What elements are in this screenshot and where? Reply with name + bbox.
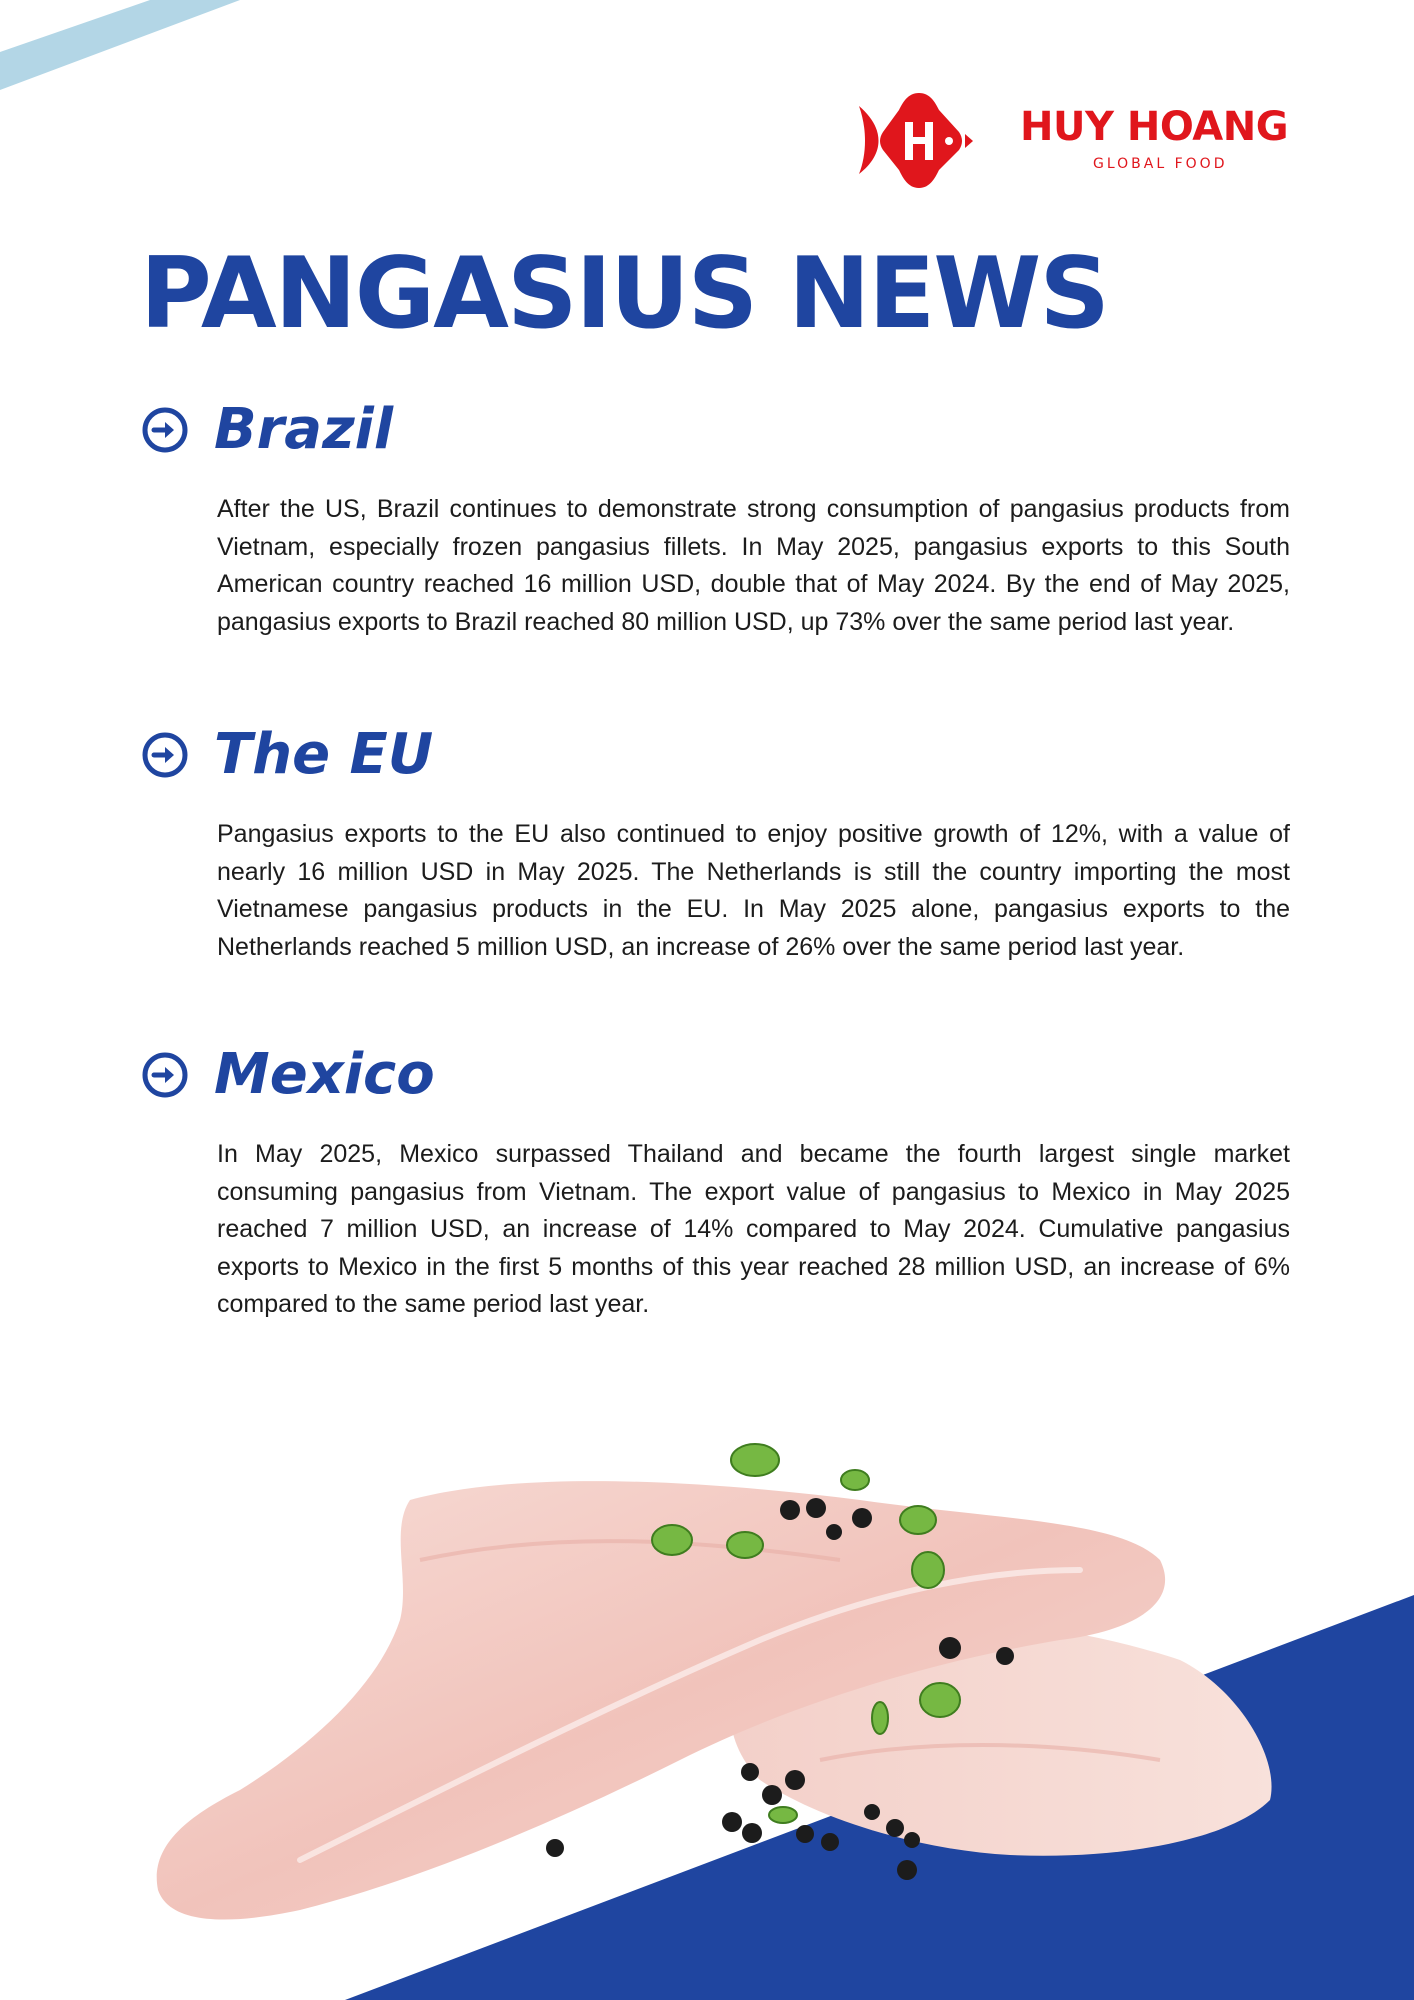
section-title: Mexico [214, 1042, 435, 1107]
circle-arrow-right-icon [140, 405, 190, 455]
fish-logo-icon [855, 88, 985, 193]
section-title: Brazil [214, 397, 394, 462]
section-body: In May 2025, Mexico surpassed Thailand and became the fourth largest single market consuming pangasius from Vietnam. The export value of pangasius to Mexico in May 2025 reached 7 million USD, an increase of 14% compared to May 2024. Cumulative pangasius exports to Mexico in the first 5 months of this year reached 28 million USD, an increase of 6% compared to the same period last year. [217, 1140, 1290, 1318]
circle-arrow-right-icon [140, 1050, 190, 1100]
section-body: After the US, Brazil continues to demonstrate strong consumption of pangasius products from Vietnam, especially frozen pangasius fillets. In May 2025, pangasius exports to this South American country reached 16 million USD, double that of May 2024. By the end of May 2025, pangasius exports to Brazil reached 80 million USD, up 73% over the same period last year. [217, 495, 1290, 636]
section-heading-brazil [140, 395, 393, 465]
brand-name: HUY HOANG [1020, 104, 1289, 150]
brand-tagline: GLOBAL FOOD [1093, 156, 1228, 172]
section-heading-eu [140, 720, 433, 790]
pangasius-fillet-image [0, 1420, 1414, 2000]
section-title: The EU [214, 722, 434, 787]
page-title: PANGASIUS NEWS [140, 237, 1108, 351]
section-body: Pangasius exports to the EU also continued to enjoy positive growth of 12%, with a value of nearly 16 million USD in May 2025. The Netherlands is still the country importing the most Vietnamese pangasius products in the EU. In May 2025 alone, pangasius exports to the Netherlands reached 5 million USD, an increase of 26% over the same period last year. [217, 820, 1290, 961]
section-heading-mexico [140, 1040, 435, 1110]
brand-logo [855, 88, 1305, 193]
circle-arrow-right-icon [140, 730, 190, 780]
